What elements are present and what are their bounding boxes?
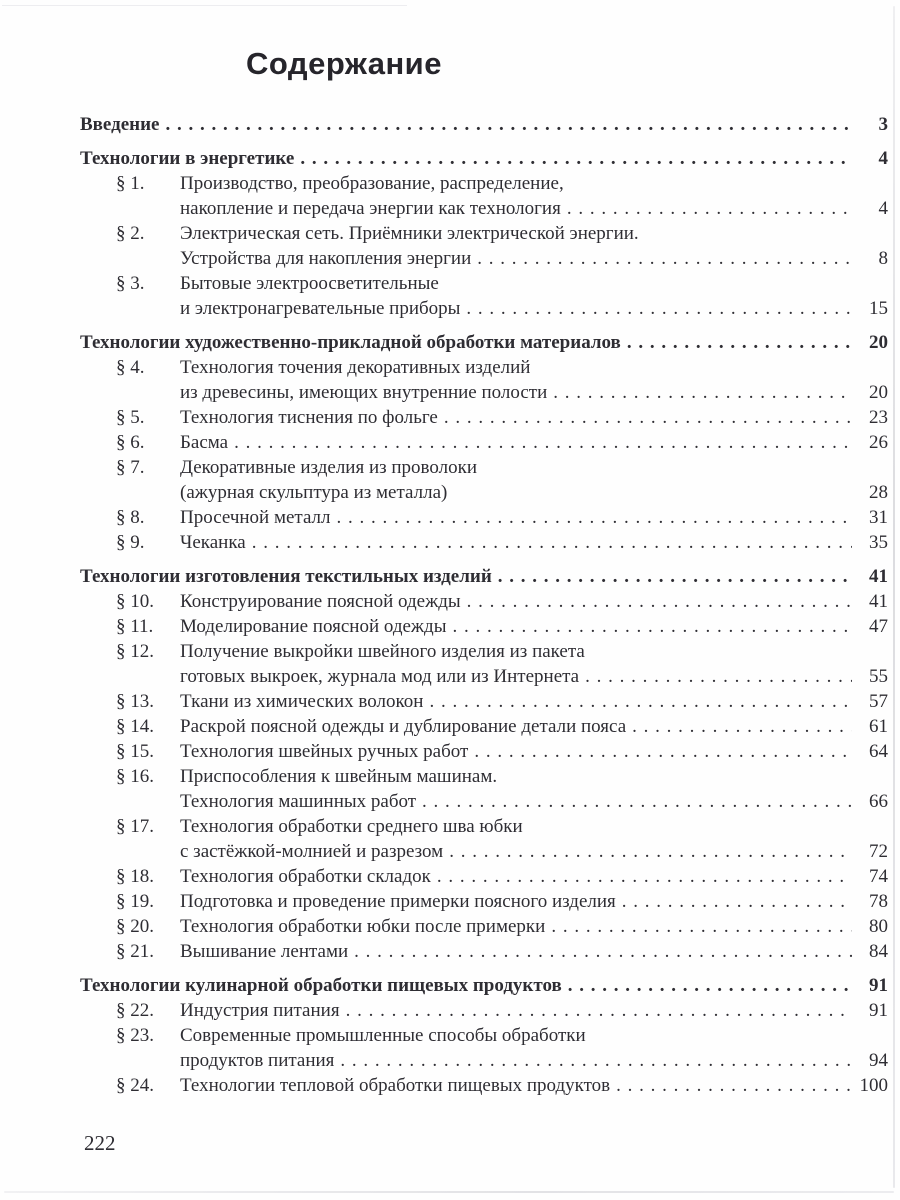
toc-section-entry	[80, 998, 888, 1023]
dot-leader	[616, 1073, 852, 1098]
toc-text: Приспособления к швейным машинам.	[180, 766, 498, 787]
page-number: 20	[869, 382, 888, 403]
section-label: § 1.	[116, 173, 145, 194]
toc-section-entry	[80, 405, 888, 430]
toc-line	[80, 112, 888, 137]
section-label: § 14.	[116, 716, 154, 737]
page-number: 4	[878, 198, 888, 219]
toc-line	[80, 714, 888, 739]
page-number: 47	[869, 616, 888, 637]
page-number: 66	[869, 791, 888, 812]
toc-section-entry	[80, 355, 888, 405]
page-number: 8	[878, 248, 888, 269]
toc-line	[80, 1048, 888, 1073]
toc-text: Технологии кулинарной обработки пищевых продуктов	[80, 975, 562, 996]
page-number: 3	[878, 114, 888, 135]
section-label: § 3.	[116, 273, 145, 294]
toc-line	[80, 1023, 888, 1048]
section-label: § 22.	[116, 1000, 154, 1021]
page-number: 41	[869, 591, 888, 612]
page-number: 61	[869, 716, 888, 737]
page-number: 26	[869, 432, 888, 453]
toc-section-entry	[80, 764, 888, 814]
dot-leader	[346, 998, 852, 1023]
dot-leader	[166, 112, 853, 137]
toc-text: Технологии изготовления текстильных изделий	[80, 566, 492, 587]
toc-text: Чеканка	[180, 532, 246, 553]
toc-section-entry	[80, 505, 888, 530]
toc-text: Декоративные изделия из проволоки	[180, 457, 478, 478]
dot-leader	[337, 505, 852, 530]
toc-line	[80, 171, 888, 196]
toc-text: Технологии в энергетике	[80, 148, 295, 169]
page-title: Содержание	[246, 46, 442, 81]
dot-leader	[466, 296, 852, 321]
section-label: § 6.	[116, 432, 145, 453]
dot-leader	[551, 914, 852, 939]
toc-line	[80, 1073, 888, 1098]
section-label: § 10.	[116, 591, 154, 612]
toc-line	[80, 864, 888, 889]
toc-text: Бытовые электроосветительные	[180, 273, 439, 294]
footer-page-number: 222	[84, 1131, 116, 1155]
toc-text: Технологии художественно-прикладной обработки материалов	[80, 332, 621, 353]
toc-text: Технология точения декоративных изделий	[180, 357, 531, 378]
toc-section-entry	[80, 614, 888, 639]
section-label: § 18.	[116, 866, 154, 887]
page-number: 57	[869, 691, 888, 712]
dot-leader	[422, 789, 852, 814]
section-label: § 21.	[116, 941, 154, 962]
dot-leader	[437, 864, 852, 889]
toc-line	[80, 380, 888, 405]
dot-leader	[449, 839, 852, 864]
page-number: 91	[869, 1000, 888, 1021]
section-label: § 24.	[116, 1075, 154, 1096]
toc-line	[80, 480, 888, 505]
toc-line	[80, 430, 888, 455]
toc-line	[80, 689, 888, 714]
toc-text: Электрическая сеть. Приёмники электрической энергии.	[180, 223, 639, 244]
toc-line	[80, 196, 888, 221]
toc-text: готовых выкроек, журнала мод или из Интернета	[180, 666, 580, 687]
page-edge-bottom	[4, 1191, 894, 1193]
toc-section-entry	[80, 455, 888, 505]
page-number: 4	[878, 148, 888, 169]
page-number: 91	[869, 975, 888, 996]
toc-line	[80, 221, 888, 246]
page-edge-right	[893, 6, 895, 1188]
toc-list	[80, 112, 888, 1098]
dot-leader	[354, 939, 852, 964]
toc-section-entry	[80, 1023, 888, 1073]
toc-text: Технология швейных ручных работ	[180, 741, 469, 762]
toc-line	[80, 330, 888, 355]
toc-text: Технология машинных работ	[180, 791, 417, 812]
page-number: 94	[869, 1050, 888, 1071]
dot-leader	[632, 714, 852, 739]
toc-line	[80, 530, 888, 555]
dot-leader	[477, 246, 852, 271]
toc-line	[80, 296, 888, 321]
toc-line	[80, 355, 888, 380]
toc-text: Технология обработки среднего шва юбки	[180, 816, 523, 837]
toc-section-entry	[80, 939, 888, 964]
section-label: § 16.	[116, 766, 154, 787]
toc-text: накопление и передача энергии как технология	[180, 198, 561, 219]
dot-leader	[252, 530, 852, 555]
toc-chapter-entry	[80, 112, 888, 137]
section-label: § 4.	[116, 357, 145, 378]
dot-leader	[429, 689, 852, 714]
toc-text: Индустрия питания	[180, 1000, 340, 1021]
toc-line	[80, 973, 888, 998]
toc-section-entry	[80, 814, 888, 864]
toc-text: Вышивание лентами	[180, 941, 349, 962]
toc-section-entry	[80, 714, 888, 739]
toc-section-entry	[80, 639, 888, 689]
section-label: § 17.	[116, 816, 154, 837]
dot-leader	[452, 614, 852, 639]
page-number: 20	[869, 332, 888, 353]
toc-line	[80, 455, 888, 480]
page-number: 80	[869, 916, 888, 937]
toc-text: Конструирование поясной одежды	[180, 591, 461, 612]
toc-text: Ткани из химических волокон	[180, 691, 424, 712]
toc-text: Просечной металл	[180, 507, 331, 528]
page-number: 31	[869, 507, 888, 528]
section-label: § 8.	[116, 507, 145, 528]
toc-text: Раскрой поясной одежды и дублирование детали пояса	[180, 716, 627, 737]
dot-leader	[444, 405, 852, 430]
toc-text: (ажурная скульптура из металла)	[180, 482, 448, 503]
page-number: 35	[869, 532, 888, 553]
toc-text: Подготовка и проведение примерки поясного изделия	[180, 891, 616, 912]
section-label: § 5.	[116, 407, 145, 428]
toc-section-entry	[80, 430, 888, 455]
toc-section-entry	[80, 739, 888, 764]
section-label: § 20.	[116, 916, 154, 937]
toc-line	[80, 998, 888, 1023]
dot-leader	[568, 973, 852, 998]
toc-text: Технология обработки складок	[180, 866, 431, 887]
toc-line	[80, 839, 888, 864]
section-label: § 19.	[116, 891, 154, 912]
toc-text: Получение выкройки швейного изделия из пакета	[180, 641, 585, 662]
toc-line	[80, 639, 888, 664]
toc-line	[80, 146, 888, 171]
toc-text: Технология тиснения по фольге	[180, 407, 438, 428]
toc-section-entry	[80, 1073, 888, 1098]
toc-line	[80, 564, 888, 589]
toc-chapter-entry	[80, 564, 888, 589]
dot-leader	[300, 146, 852, 171]
dot-leader	[467, 589, 852, 614]
dot-leader	[474, 739, 852, 764]
toc-line	[80, 505, 888, 530]
toc-line	[80, 814, 888, 839]
page-number: 23	[869, 407, 888, 428]
toc-line	[80, 914, 888, 939]
toc-section-entry	[80, 864, 888, 889]
toc-chapter-entry	[80, 973, 888, 998]
page-number: 64	[869, 741, 888, 762]
section-label: § 12.	[116, 641, 154, 662]
toc-line	[80, 664, 888, 689]
dot-leader	[553, 380, 852, 405]
page-number: 78	[869, 891, 888, 912]
toc-section-entry	[80, 271, 888, 321]
section-label: § 23.	[116, 1025, 154, 1046]
toc-line	[80, 889, 888, 914]
toc-section-entry	[80, 914, 888, 939]
section-label: § 9.	[116, 532, 145, 553]
section-label: § 15.	[116, 741, 154, 762]
toc-line	[80, 789, 888, 814]
toc-text: из древесины, имеющих внутренние полости	[180, 382, 548, 403]
page-number: 84	[869, 941, 888, 962]
dot-leader	[567, 196, 852, 221]
toc-text: Устройства для накопления энергии	[180, 248, 472, 269]
toc-section-entry	[80, 221, 888, 271]
section-label: § 13.	[116, 691, 154, 712]
toc-text: Басма	[180, 432, 229, 453]
page-number: 100	[859, 1075, 888, 1096]
toc-line	[80, 589, 888, 614]
toc-line	[80, 405, 888, 430]
toc-chapter-entry	[80, 146, 888, 171]
page-number: 15	[869, 298, 888, 319]
toc-text: Производство, преобразование, распределение,	[180, 173, 564, 194]
section-label: § 2.	[116, 223, 145, 244]
toc-text: Моделирование поясной одежды	[180, 616, 447, 637]
dot-leader	[585, 664, 852, 689]
section-label: § 11.	[116, 616, 154, 637]
dot-leader	[627, 330, 852, 355]
page-number: 41	[869, 566, 888, 587]
toc-text: продуктов питания	[180, 1050, 335, 1071]
toc-line	[80, 939, 888, 964]
page-number: 55	[869, 666, 888, 687]
section-label: § 7.	[116, 457, 145, 478]
page-edge-top	[2, 5, 407, 6]
toc-section-entry	[80, 589, 888, 614]
dot-leader	[622, 889, 852, 914]
toc-text: Технологии тепловой обработки пищевых продуктов	[180, 1075, 611, 1096]
page-number: 74	[869, 866, 888, 887]
page-number: 28	[869, 482, 888, 503]
dot-leader	[234, 430, 852, 455]
toc-section-entry	[80, 530, 888, 555]
toc-line	[80, 614, 888, 639]
toc-text: с застёжкой-молнией и разрезом	[180, 841, 444, 862]
toc-text: Современные промышленные способы обработки	[180, 1025, 586, 1046]
toc-chapter-entry	[80, 330, 888, 355]
toc-line	[80, 246, 888, 271]
toc-text: и электронагревательные приборы	[180, 298, 461, 319]
toc-text: Технология обработки юбки после примерки	[180, 916, 546, 937]
dot-leader	[340, 1048, 852, 1073]
page-number: 72	[869, 841, 888, 862]
dot-leader	[498, 564, 852, 589]
toc-line	[80, 764, 888, 789]
toc-line	[80, 271, 888, 296]
toc-section-entry	[80, 171, 888, 221]
toc-text: Введение	[80, 114, 160, 135]
toc-section-entry	[80, 889, 888, 914]
toc-section-entry	[80, 689, 888, 714]
toc-line	[80, 739, 888, 764]
